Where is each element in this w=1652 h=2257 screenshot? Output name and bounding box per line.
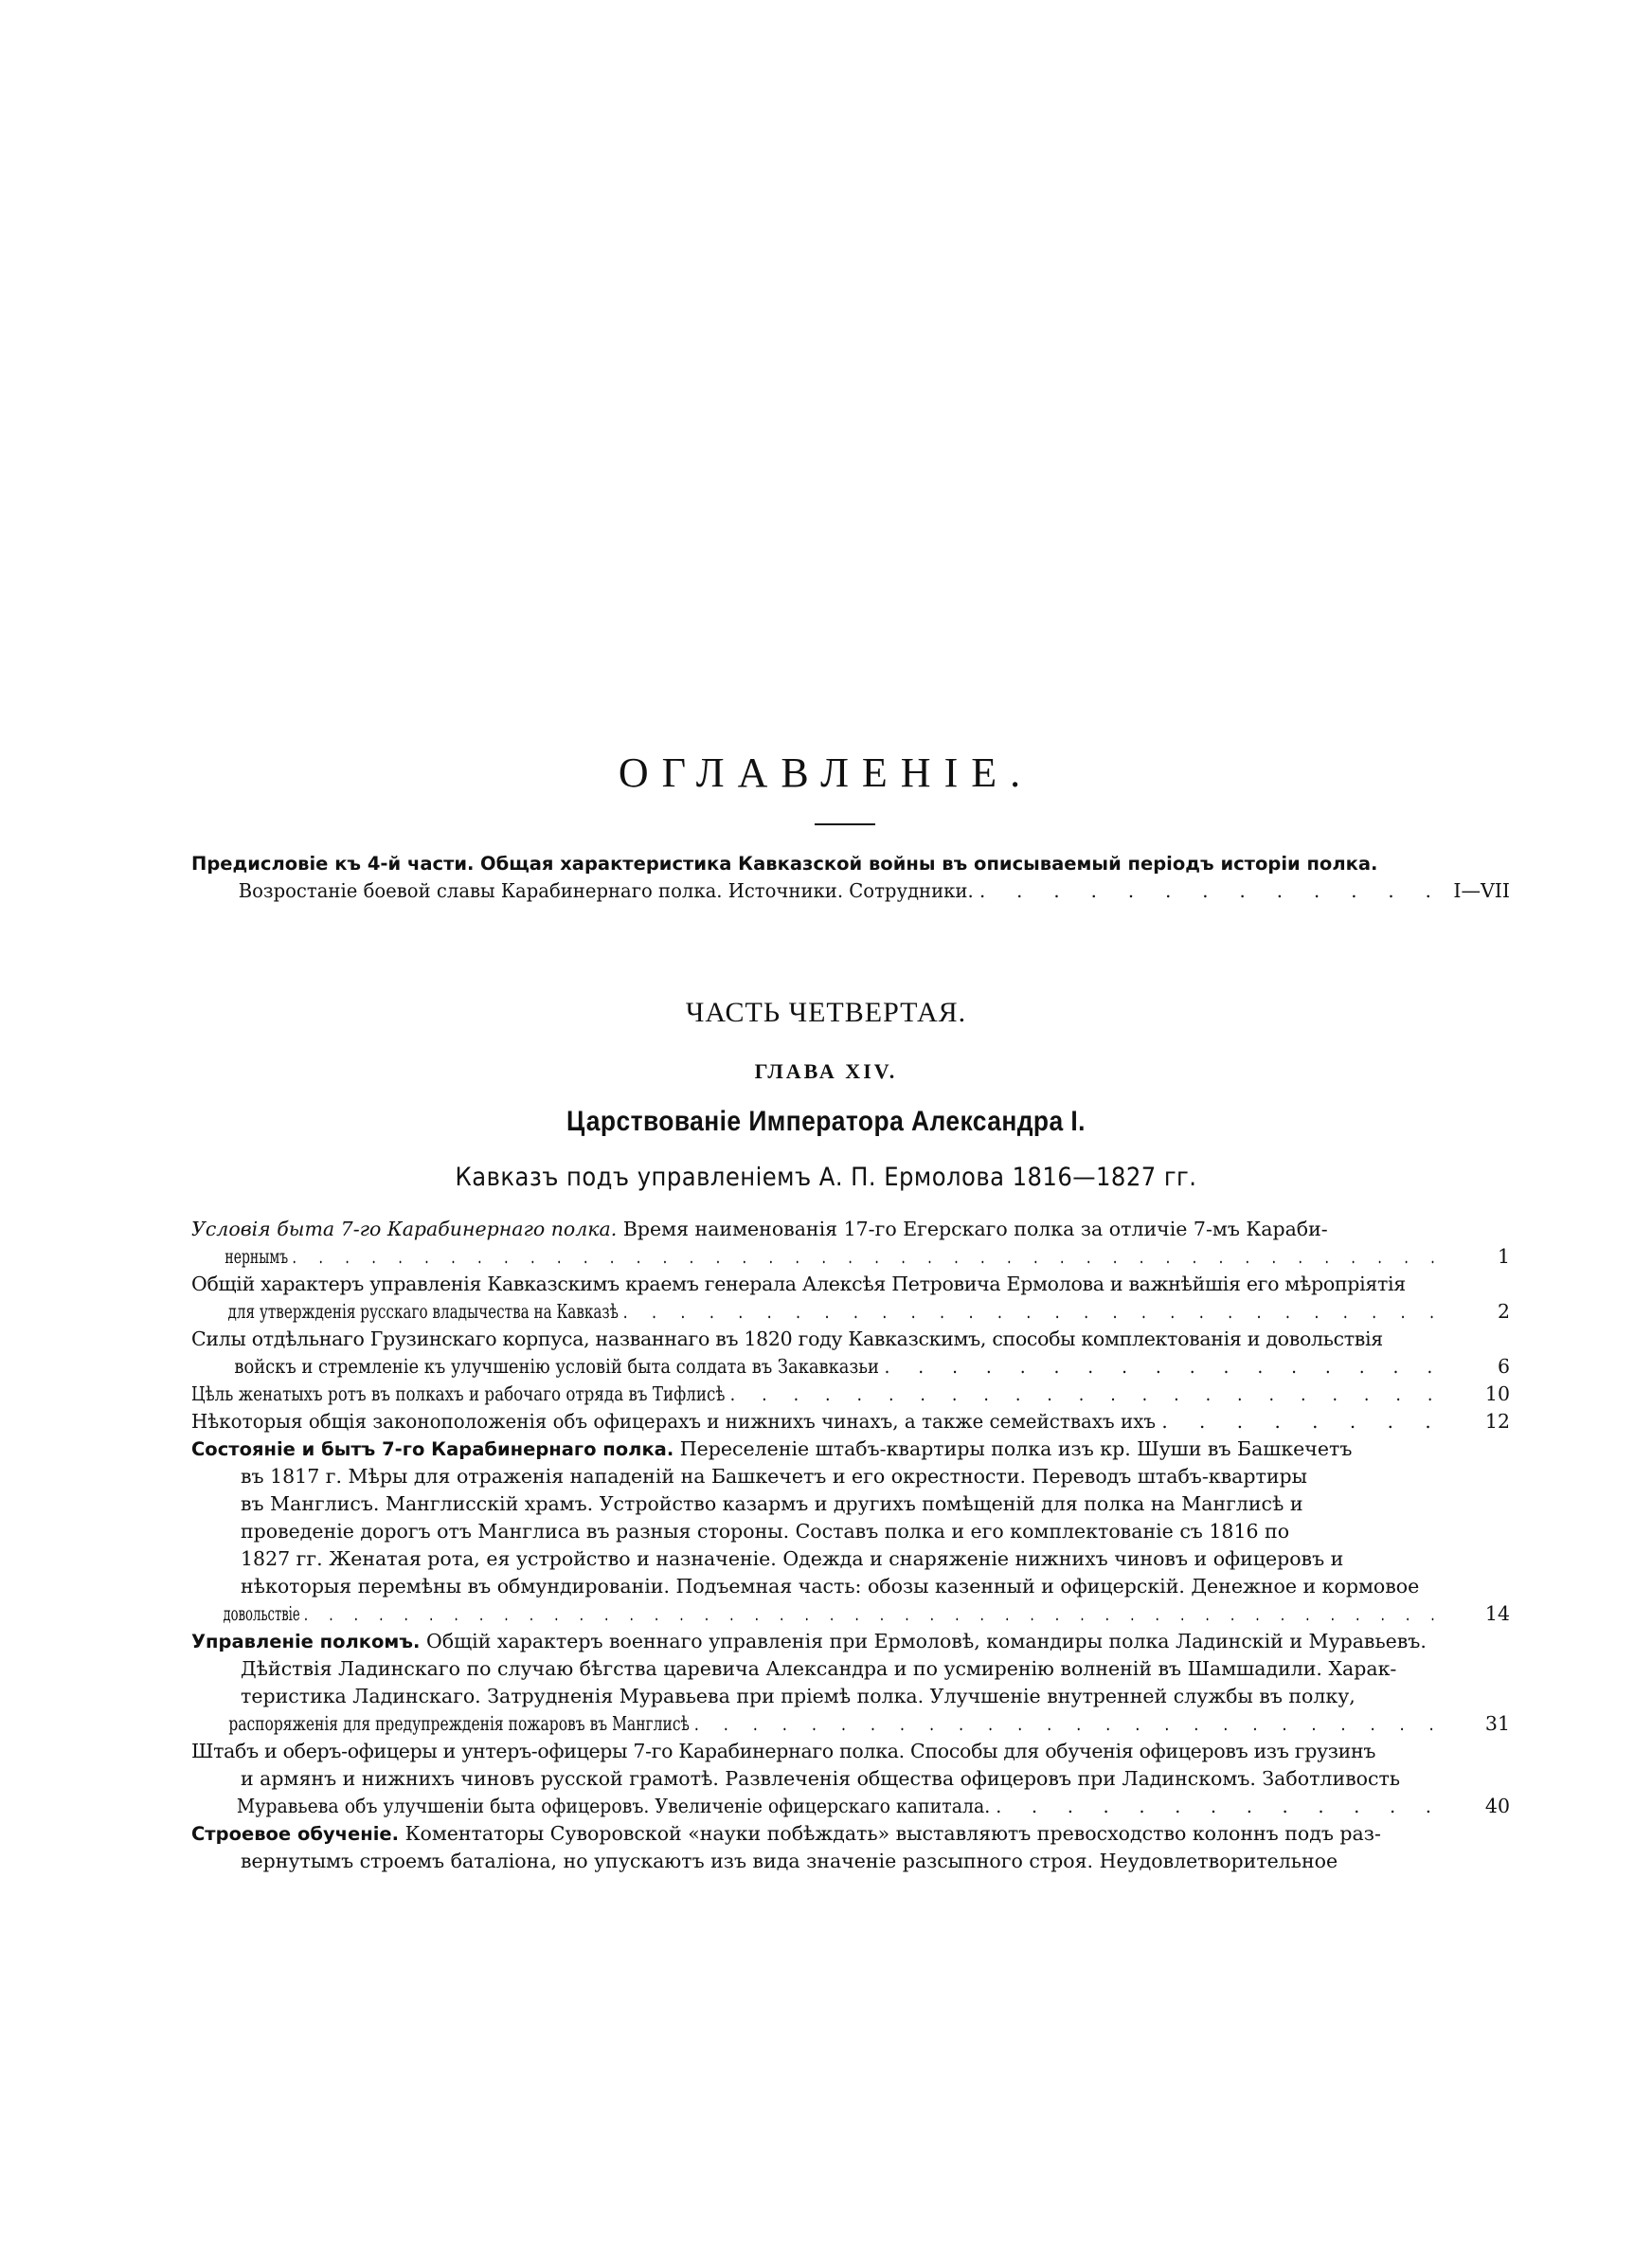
entry-page-number: 40 [1484, 1795, 1510, 1817]
entry-text: вернутымъ строемъ баталіона, но упускаютъ изъ вида значеніе разсыпного строя. Неудовлетворительное [241, 1850, 1338, 1872]
toc-entry [191, 1408, 1444, 1435]
section-subtitle: Кавказъ подъ управленіемъ А. П. Ермолова 1816—1827 гг. [455, 1163, 1197, 1192]
entry-text: нѣкоторыя перемѣны въ обмундированіи. Подъемная часть: обозы казенный и офицерскій. Денежное и кормовое [241, 1575, 1420, 1598]
leader-dots: . . . . . . . . . . . . . . . . . [884, 1355, 1445, 1378]
entry-text: нернымъ [224, 1245, 289, 1268]
reign-title: Царствованіе Императора Александра I. [566, 1106, 1086, 1137]
entry-text: войскъ и стремленіе къ улучшенію условій быта солдата въ Закавказьи [234, 1355, 879, 1378]
leader-dots: . . . . . . . . . . . . . . . . . . . . . . . [729, 1382, 1444, 1405]
toc-entry [191, 1381, 1444, 1408]
preface-line2: Возростаніе боевой славы Карабинернаго полка. Источники. Сотрудники. [238, 879, 974, 902]
toc-entry [191, 1435, 1444, 1628]
toc-entry [191, 1820, 1444, 1875]
entry-lead: Состояніе и бытъ 7-го Карабинернаго полка. [191, 1438, 674, 1460]
entry-text: и армянъ и нижнихъ чиновъ русской грамотѣ. Развлеченія общества офицеровъ при Ладинскомъ. Заботливость [241, 1767, 1400, 1790]
entry-page-number: 1 [1497, 1245, 1510, 1268]
entry-text: Штабъ и оберъ-офицеры и унтеръ-офицеры 7-го Карабинернаго полка. Способы для обученія офицеровъ изъ грузинъ [191, 1740, 1376, 1762]
entry-lead: Строевое обученіе. [191, 1823, 400, 1845]
preface-pages: I—VII [1453, 879, 1510, 902]
entry-text: Коментаторы Суворовской «науки побѣждать» выставляютъ превосходство колоннъ подъ раз- [404, 1822, 1381, 1845]
page-title: ОГЛАВЛЕНІЕ. [618, 749, 1034, 796]
entry-page-number: 6 [1497, 1355, 1510, 1378]
leader-dots: . . . . . . . . . . . . . [979, 879, 1445, 902]
entry-text: довольствіе [223, 1602, 300, 1625]
entry-text: Дѣйствія Ладинскаго по случаю бѣгства царевича Александра и по усмиренію волненій въ Шамшадили. Харак- [241, 1657, 1397, 1680]
entry-text: проведеніе дорогъ отъ Манглиса въ разныя стороны. Составъ полка и его комплектованіе съ 1816 по [241, 1520, 1290, 1543]
entry-text: Силы отдѣльнаго Грузинскаго корпуса, названнаго въ 1820 году Кавказскимъ, способы комплектованія и довольствія [191, 1327, 1383, 1350]
entry-page-number: 2 [1497, 1300, 1510, 1323]
leader-dots: . . . . . . . . . . . . . . . . . . . . . . . . . . [693, 1712, 1445, 1735]
entry-lead: Управленіе полкомъ. [191, 1631, 421, 1652]
entry-page-number: 31 [1484, 1712, 1510, 1735]
entry-text: въ Манглисъ. Манглисскій храмъ. Устройство казармъ и другихъ помѣщеній для полка на Манглисѣ и [241, 1492, 1303, 1515]
leader-dots: . . . . . . . . . . . . . . . . . . . . . . . . . . . . . [622, 1300, 1445, 1323]
entry-text: Нѣкоторыя общія законоположенія объ офицерахъ и нижнихъ чинахъ, а также семействахъ ихъ [191, 1410, 1157, 1433]
entry-lead: Условія быта 7-го Карабинернаго полка. [191, 1218, 618, 1240]
toc-entry [191, 1326, 1444, 1381]
entry-text: Цѣль женатыхъ ротъ въ полкахъ и рабочаго отряда въ Тифлисѣ [191, 1382, 726, 1405]
toc-entry [191, 1216, 1444, 1271]
toc-entry [191, 1628, 1444, 1738]
entry-text: Переселеніе штабъ-квартиры полка изъ кр. Шуши въ Башкечетъ [679, 1437, 1353, 1460]
entry-page-number: 10 [1484, 1382, 1510, 1405]
leader-dots: . . . . . . . . . . . . . . . . . . . . . . . . . . . . . . . . . . . . . . . . . . . . . . [303, 1602, 1444, 1625]
entry-page-number: 14 [1484, 1602, 1510, 1625]
entry-text: Общій характеръ военнаго управленія при Ермоловѣ, командиры полка Ладинскій и Муравьевъ. [425, 1630, 1427, 1652]
leader-dots: . . . . . . . . [1161, 1410, 1445, 1433]
part-title: ЧАСТЬ ЧЕТВЕРТАЯ. [685, 997, 967, 1028]
entry-text: распоряженія для предупрежденія пожаровъ въ Манглисѣ [228, 1712, 690, 1735]
entry-text: Муравьева объ улучшеніи быта офицеровъ. Увеличеніе офицерскаго капитала. [236, 1795, 991, 1817]
entry-text: теристика Ладинскаго. Затрудненія Муравьева при пріемѣ полка. Улучшеніе внутренней службы въ полку, [241, 1685, 1356, 1707]
leader-dots: . . . . . . . . . . . . . [996, 1795, 1444, 1817]
entry-text: для утвержденія русскаго владычества на Кавказѣ [227, 1300, 619, 1323]
preface-line1: Общая характеристика Кавказской войны въ описываемый періодъ исторіи полка. [480, 853, 1378, 875]
entry-text: Время наименованія 17-го Егерскаго полка за отличіе 7-мъ Караби- [622, 1218, 1328, 1240]
entry-text: Общій характеръ управленія Кавказскимъ краемъ генерала Алексѣя Петровича Ермолова и важнѣйшія его мѣропріятія [191, 1273, 1406, 1295]
preface-lead: Предисловіе къ 4-й части. [191, 853, 475, 875]
toc-entry [191, 1271, 1444, 1326]
preface-entry [191, 850, 1444, 905]
entry-text: въ 1817 г. Мѣры для отраженія нападеній на Башкечетъ и его окрестности. Переводъ штабъ-квартиры [241, 1465, 1307, 1488]
entry-text: 1827 гг. Женатая рота, ея устройство и назначеніе. Одежда и снаряженіе нижнихъ чиновъ и офицеровъ и [241, 1547, 1344, 1570]
chapter-title: ГЛАВА XIV. [754, 1059, 898, 1083]
title-divider [815, 823, 875, 825]
leader-dots: . . . . . . . . . . . . . . . . . . . . . . . . . . . . . . . . . . . . . . . . . . . . [292, 1245, 1445, 1268]
toc-entry [191, 1738, 1444, 1820]
entry-page-number: 12 [1484, 1410, 1510, 1433]
